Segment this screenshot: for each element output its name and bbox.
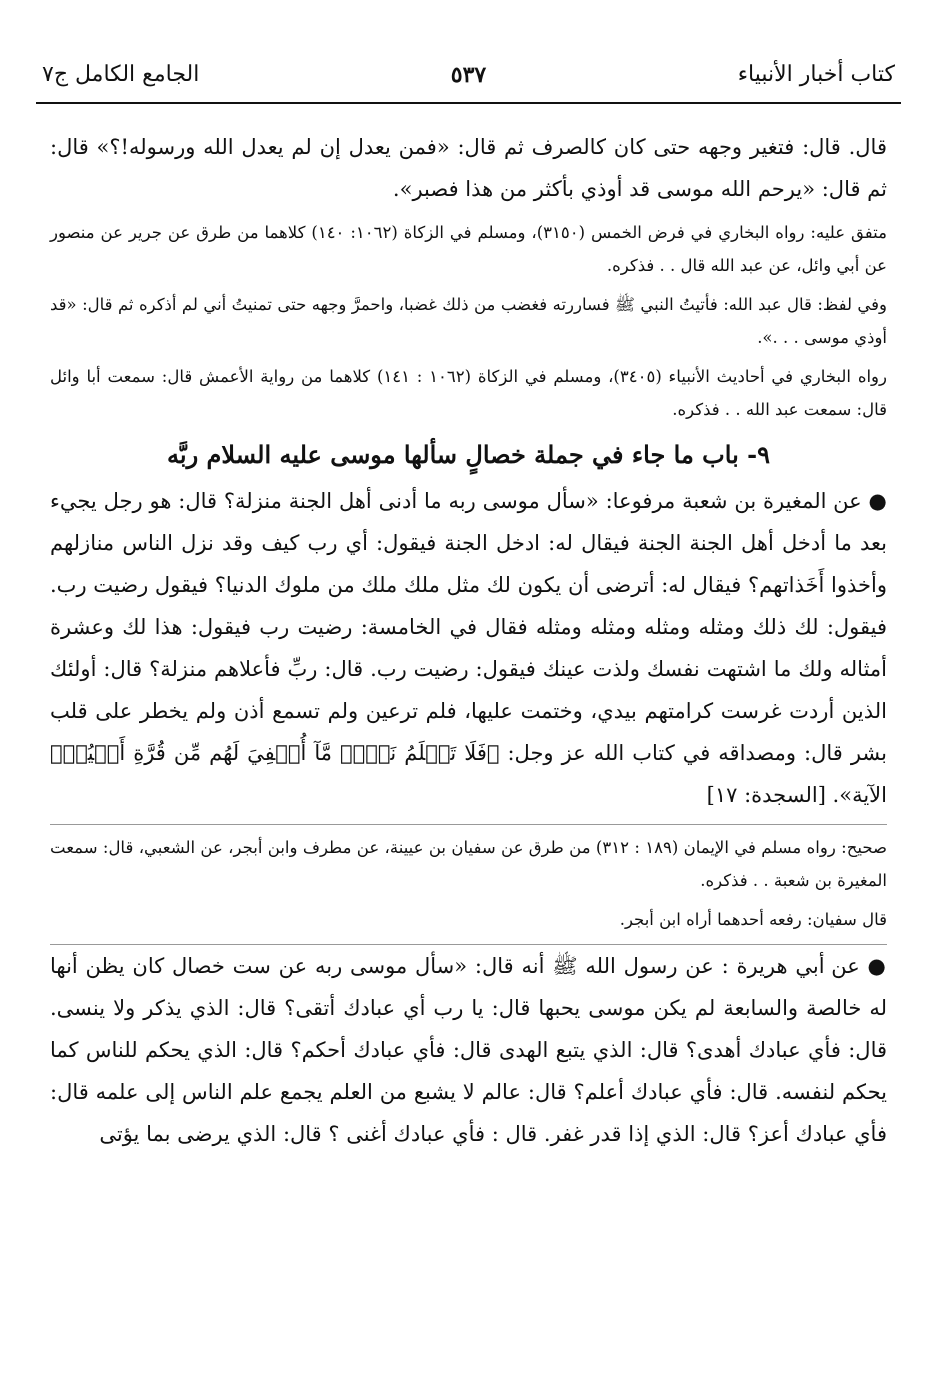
page-number: ٥٣٧ xyxy=(450,62,487,88)
chapter-heading: ٩- باب ما جاء في جملة خصالٍ سألها موسى عليه السلام ربَّه xyxy=(167,440,770,469)
page-header xyxy=(36,52,901,104)
hadith-text: عن المغيرة بن شعبة مرفوعا: «سأل موسى ربه ما أدنى أهل الجنة منزلة؟ قال: هو رجل يجيء بعد ما أدخل أهل الجنة الجنة فيقال له: ادخل الجنة فيقول: أي رب كيف وقد نزل الناس منازلهم وأخذوا أَخَذاتهم؟ فيقال له: أترضى أن يكون لك مثل ملك ملك من ملوك الدنيا؟ فيقول رضيت رب. فيقول: لك ذلك ومثله ومثله ومثله ومثله فقال في الخامسة: رضيت رب فيقول: هذا لك وعشرة أمثاله ولك ما اشتهت نفسك ولذت عينك فيقول: رضيت رب. قال: ربِّ فأعلاهم منزلة؟ قال: أولئك الذين أردت غرست كرامتهم بيدي، وختمت عليها، فلم ترعين ولم تسمع أذن ولم يخطر على قلب بشر قال: ومصداقه في كتاب الله عز وجل: ﴿فَلَا تَعۡلَمُ نَفۡسٞ مَّآ أُخۡفِيَ لَهُم مِّن قُرَّةِ أَعۡيُنٖ﴾ الآية». [السجدة: ١٧] xyxy=(50,489,887,807)
bullet-icon: ● xyxy=(868,488,887,513)
hadith-text: عن أبي هريرة : عن رسول الله ﷺ أنه قال: «سأل موسى ربه عن ست خصال كان يظن أنها له خالصة والسابعة لم يكن موسى يحبها قال: يا رب أي عبادك أتقى؟ قال: الذي يذكر ولا ينسى. قال: فأي عبادك أهدى؟ قال: الذي يتبع الهدى قال: فأي عبادك أحكم؟ قال: الذي يحكم للناس كما يحكم لنفسه. قال: فأي عبادك أعلم؟ قال: عالم لا يشبع من العلم يجمع علم الناس إلى علمه قال: فأي عبادك أعز؟ قال: الذي إذا قدر غفر. قال : فأي عبادك أغنى ؟ قال: الذي يرضى بما يؤتى xyxy=(50,954,887,1146)
collection-title: الجامع الكامل ج٧ xyxy=(42,62,200,87)
takhrij-note: رواه البخاري في أحاديث الأنبياء (٣٤٠٥)، ومسلم في الزكاة (١٠٦٢ : ١٤١) كلاهما من رواية الأعمش قال: سمعت أبا وائل قال: سمعت عبد الله . . فذكره. xyxy=(50,367,887,419)
takhrij-note: قال سفيان: رفعه أحدهما أراه ابن أبجر. xyxy=(619,910,887,929)
takhrij-note: وفي لفظ: قال عبد الله: فأتيتُ النبي ﷺ فساررته فغضب من ذلك غضبا، واحمرَّ وجهه حتى تمنيتُ أني لم أذكره ثم قال: «قد أوذي موسى . . .». xyxy=(50,295,887,347)
bullet-icon: ● xyxy=(867,953,887,978)
takhrij-note: متفق عليه: رواه البخاري في فرض الخمس (٣١٥٠)، ومسلم في الزكاة (١٠٦٢: ١٤٠) كلاهما من طرق عن جرير عن منصور عن أبي وائل، عن عبد الله قال . . فذكره. xyxy=(50,223,887,275)
hadith-paragraph xyxy=(50,480,887,816)
page-body xyxy=(50,126,887,1155)
hadith-paragraph xyxy=(50,945,887,1155)
separator-line xyxy=(50,824,887,825)
takhrij-note: صحيح: رواه مسلم في الإيمان (١٨٩ : ٣١٢) من طرق عن سفيان بن عيينة، عن مطرف وابن أبجر، عن الشعبي، قال: سمعت المغيرة بن شعبة . . فذكره. xyxy=(50,838,887,890)
book-title: كتاب أخبار الأنبياء xyxy=(737,62,895,87)
hadith-paragraph: قال. قال: فتغير وجهه حتى كان كالصرف ثم قال: «فمن يعدل إن لم يعدل الله ورسوله!؟» قال: ثم قال: «يرحم الله موسى قد أوذي بأكثر من هذا فصبر». xyxy=(50,135,887,201)
